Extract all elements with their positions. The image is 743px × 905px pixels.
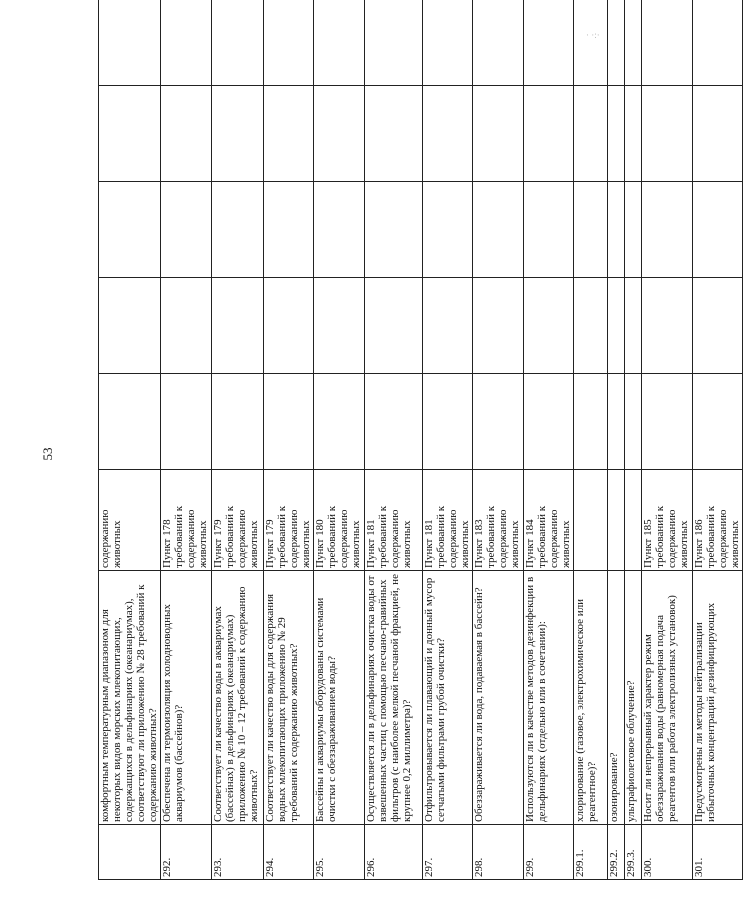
row-number <box>99 825 161 880</box>
reference-cell: Пункт 186 требований к содержанию животных <box>692 470 743 571</box>
answer-cell <box>314 374 365 470</box>
question-cell: Бассейны и аквариумы оборудованы системами очистки с обеззараживанием воды? <box>314 571 365 825</box>
reference-cell <box>608 470 625 571</box>
answer-cell <box>161 0 212 86</box>
answer-cell <box>574 86 608 182</box>
question-cell: Используются ли в качестве методов дезинфекции в дельфинариях (отдельно или в сочетании): <box>523 571 574 825</box>
answer-cell <box>473 374 524 470</box>
row-number: 299. <box>523 825 574 880</box>
table-row <box>473 0 524 880</box>
table-row <box>692 0 743 880</box>
row-number: 294. <box>263 825 314 880</box>
answer-cell <box>263 278 314 374</box>
row-number: 297. <box>422 825 473 880</box>
row-number: 295. <box>314 825 365 880</box>
table-row <box>314 0 365 880</box>
answer-cell <box>263 86 314 182</box>
answer-cell <box>263 374 314 470</box>
question-cell: Обеззараживается ли вода, подаваемая в бассейн? <box>473 571 524 825</box>
answer-cell <box>473 86 524 182</box>
table-row <box>263 0 314 880</box>
question-cell: озонирование? <box>608 571 625 825</box>
table-row <box>422 0 473 880</box>
answer-cell <box>608 0 625 86</box>
page-number: 53 <box>40 447 55 461</box>
question-cell: Соответствует ли качество воды в аквариумах (бассейнах) в дельфинариях (океанариумах) приложению № 10 – 12 требований к содержанию животных? <box>211 571 263 825</box>
answer-cell <box>574 374 608 470</box>
answer-cell <box>574 0 608 86</box>
answer-cell <box>211 278 263 374</box>
answer-cell <box>608 374 625 470</box>
answer-cell <box>364 182 422 278</box>
question-cell: комфортным температурным диапазоном для некоторых видов морских млекопитающих, содержащихся в дельфинариях (океанариумах), соответствуют ли приложению № 28 требований к содержанию животных? <box>99 571 161 825</box>
answer-cell <box>161 278 212 374</box>
table-row <box>574 0 608 880</box>
answer-cell <box>314 86 365 182</box>
reference-cell: Пункт 178 требований к содержанию животных <box>161 470 212 571</box>
answer-cell <box>211 0 263 86</box>
answer-cell <box>99 0 161 86</box>
answer-cell <box>161 182 212 278</box>
answer-cell <box>364 278 422 374</box>
scan-artifact: · ·:· <box>586 30 600 40</box>
answer-cell <box>422 278 473 374</box>
answer-cell <box>263 0 314 86</box>
answer-cell <box>161 374 212 470</box>
answer-cell <box>608 278 625 374</box>
question-cell: Отфильтровывается ли плавающий и донный мусор сетчатыми фильтрами грубой очистки? <box>422 571 473 825</box>
table-row <box>625 0 642 880</box>
row-number: 292. <box>161 825 212 880</box>
reference-cell <box>625 470 642 571</box>
answer-cell <box>422 0 473 86</box>
reference-cell: Пункт 184 требований к содержанию животных <box>523 470 574 571</box>
question-cell: Соответствует ли качество воды для содержания водных млекопитающих приложению № 29 требований к содержанию животных? <box>263 571 314 825</box>
answer-cell <box>642 0 693 86</box>
answer-cell <box>314 182 365 278</box>
answer-cell <box>314 0 365 86</box>
row-number: 299.2. <box>608 825 625 880</box>
question-cell: ультрафиолетовое облучение? <box>625 571 642 825</box>
answer-cell <box>314 278 365 374</box>
reference-cell: Пункт 181 требований к содержанию животных <box>364 470 422 571</box>
reference-cell: Пункт 183 требований к содержанию животных <box>473 470 524 571</box>
question-cell: Обеспечена ли термоизоляция холодноводных аквариумов (бассейнов)? <box>161 571 212 825</box>
question-cell: Осуществляется ли в дельфинариях очистка воды от взвешенных частиц с помощью песчано-гравийных фильтров (с наиболее мелкой песчаной фракцией, не крупнее 0,2 миллиметра)? <box>364 571 422 825</box>
answer-cell <box>422 182 473 278</box>
checklist-table-rotated <box>98 90 741 880</box>
answer-cell <box>473 182 524 278</box>
table-row <box>642 0 693 880</box>
answer-cell <box>608 182 625 278</box>
reference-cell: содержанию животных <box>99 470 161 571</box>
answer-cell <box>211 86 263 182</box>
answer-cell <box>473 278 524 374</box>
row-number: 299.3. <box>625 825 642 880</box>
answer-cell <box>523 278 574 374</box>
row-number: 293. <box>211 825 263 880</box>
answer-cell <box>692 278 743 374</box>
table-row <box>523 0 574 880</box>
answer-cell <box>642 182 693 278</box>
answer-cell <box>99 278 161 374</box>
question-cell: Предусмотрены ли методы нейтрализации избыточных концентраций дезинфицирующих <box>692 571 743 825</box>
answer-cell <box>473 0 524 86</box>
answer-cell <box>422 374 473 470</box>
answer-cell <box>625 278 642 374</box>
answer-cell <box>625 182 642 278</box>
table-row <box>608 0 625 880</box>
answer-cell <box>523 182 574 278</box>
answer-cell <box>99 86 161 182</box>
answer-cell <box>523 0 574 86</box>
answer-cell <box>99 374 161 470</box>
answer-cell <box>211 374 263 470</box>
answer-cell <box>99 182 161 278</box>
answer-cell <box>523 86 574 182</box>
answer-cell <box>692 374 743 470</box>
answer-cell <box>422 86 473 182</box>
question-cell: хлорирование (газовое, электрохимическое или реагентное)? <box>574 571 608 825</box>
reference-cell <box>574 470 608 571</box>
answer-cell <box>364 0 422 86</box>
checklist-table <box>98 0 743 880</box>
answer-cell <box>523 374 574 470</box>
answer-cell <box>263 182 314 278</box>
answer-cell <box>211 182 263 278</box>
answer-cell <box>692 182 743 278</box>
answer-cell <box>642 374 693 470</box>
answer-cell <box>625 0 642 86</box>
row-number: 298. <box>473 825 524 880</box>
answer-cell <box>692 0 743 86</box>
table-row <box>211 0 263 880</box>
answer-cell <box>625 86 642 182</box>
answer-cell <box>692 86 743 182</box>
question-cell: Носит ли непрерывный характер режим обеззараживания воды (равномерная подача реагентов или работа электролизных установок) <box>642 571 693 825</box>
answer-cell <box>364 374 422 470</box>
answer-cell <box>161 86 212 182</box>
answer-cell <box>625 374 642 470</box>
row-number: 296. <box>364 825 422 880</box>
reference-cell: Пункт 179 требований к содержанию животных <box>211 470 263 571</box>
reference-cell: Пункт 185 требований к содержанию животных <box>642 470 693 571</box>
table-row <box>364 0 422 880</box>
reference-cell: Пункт 179 требований к содержанию животных <box>263 470 314 571</box>
reference-cell: Пункт 180 требований к содержанию животных <box>314 470 365 571</box>
row-number: 300. <box>642 825 693 880</box>
answer-cell <box>364 86 422 182</box>
answer-cell <box>608 86 625 182</box>
answer-cell <box>642 86 693 182</box>
answer-cell <box>642 278 693 374</box>
table-row <box>99 0 161 880</box>
table-row <box>161 0 212 880</box>
row-number: 299.1. <box>574 825 608 880</box>
reference-cell: Пункт 181 требований к содержанию животных <box>422 470 473 571</box>
answer-cell <box>574 278 608 374</box>
answer-cell <box>574 182 608 278</box>
row-number: 301. <box>692 825 743 880</box>
